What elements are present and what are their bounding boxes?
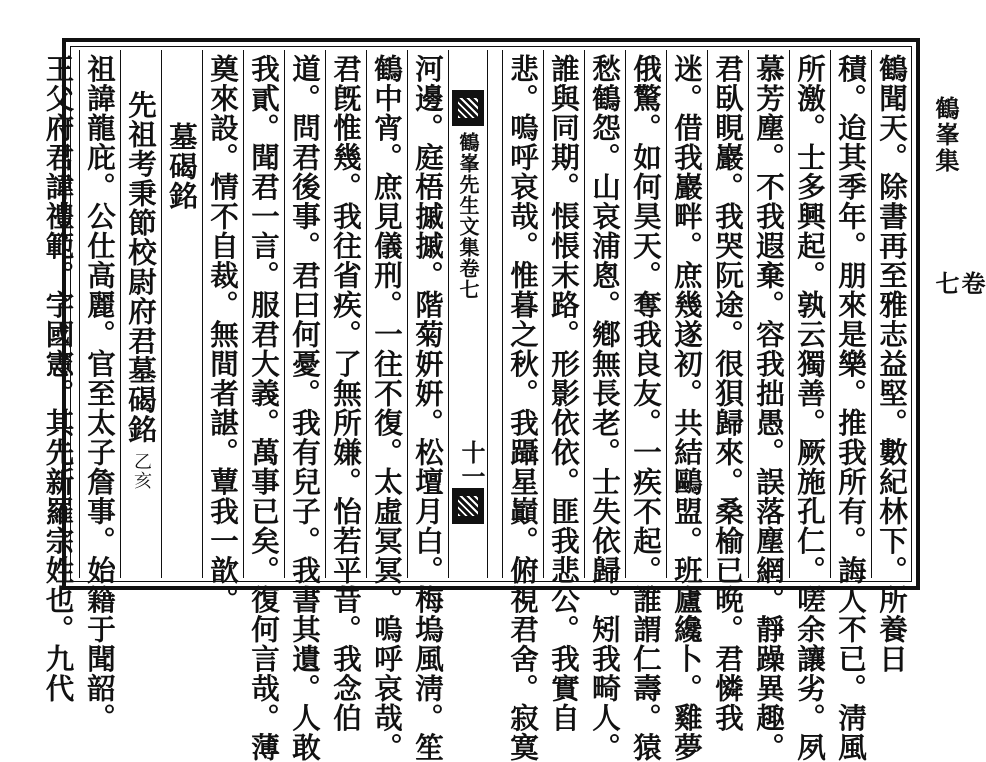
running-head-volume: 卷七 — [931, 271, 986, 297]
text-column-13: 君旣惟幾。我往省疾。了無所嫌。怡若平昔。我念伯 — [325, 50, 366, 578]
fold-page-number: 十一 — [457, 440, 486, 488]
text-column-6: 迷。借我巖畔。庶幾遂初。共結鷗盟。班廬纔卜。雞夢 — [666, 50, 707, 578]
text-column-9: 誰與同期。悵悵末路。形影依依。匪我悲公。我實自 — [543, 50, 584, 578]
running-head-title: 鶴峯集 — [931, 96, 960, 174]
text-column-3: 所激。士多興起。孰云獨善。厥施孔仁。嗟余讓劣。夙 — [789, 50, 830, 578]
text-column-4: 慕芳塵。不我遐棄。容我拙愚。誤落塵網。靜躁異趣。 — [748, 50, 789, 578]
section-heading: 墓碣銘 — [165, 122, 199, 211]
epitaph-year-note: 乙亥 — [131, 452, 152, 490]
text-column-10: 悲。嗚呼哀哉。惟暮之秋。我躡星巓。俯視君舍。寂寞 — [502, 50, 543, 578]
text-column-19: 祖諱龍庇。公仕高麗。官至太子詹事。始籍于聞韶。 — [79, 50, 120, 578]
text-column-11: 河邊。庭梧摵摵。階菊姸姸。松壇月白。梅塢風淸。笙 — [407, 50, 448, 578]
text-column-8: 愁鶴怨。山哀浦悤。鄕無長老。士失依歸。矧我畸人。 — [584, 50, 625, 578]
running-head — [931, 96, 986, 297]
center-fold — [448, 50, 488, 578]
text-column-16: 奠來設。情不自裁。無間者諶。蕈我一歆。 — [202, 50, 243, 578]
fish-tail-ornament-icon — [452, 488, 484, 524]
heading-column — [161, 50, 202, 578]
text-column-1: 鶴聞天。除書再至雅志益堅。數紀林下。所養日 — [871, 50, 912, 578]
text-column-12: 鶴中宵。庶見儀刑。一往不復。太虛冥冥。嗚呼哀哉。 — [366, 50, 407, 578]
text-column-2: 積。迨其季年。朋來是樂。推我所有。誨人不已。淸風 — [830, 50, 871, 578]
text-column-7: 俄驚。如何昊天。奪我良友。一疾不起。誰謂仁壽。猿 — [625, 50, 666, 578]
text-column-14: 道。問君後事。君曰何憂。我有兒子。我書其遺。人敢 — [284, 50, 325, 578]
text-column-20: 王父府君諱禮範。字國憲。其先新羅宗姓也。九代 — [41, 54, 76, 703]
epitaph-title-column — [120, 50, 161, 578]
epitaph-title: 先祖考秉節校尉府君墓碣銘 — [124, 90, 158, 444]
fold-title: 鶴峯先生文集卷七 — [456, 132, 480, 300]
text-column-15: 我貳。聞君一言。服君大義。萬事已矣。復何言哉。薄 — [243, 50, 284, 578]
fish-tail-ornament-icon — [452, 90, 484, 126]
text-column-5: 君臥睍巖。我哭阮途。很狽歸來。桑榆已晩。君憐我 — [707, 50, 748, 578]
